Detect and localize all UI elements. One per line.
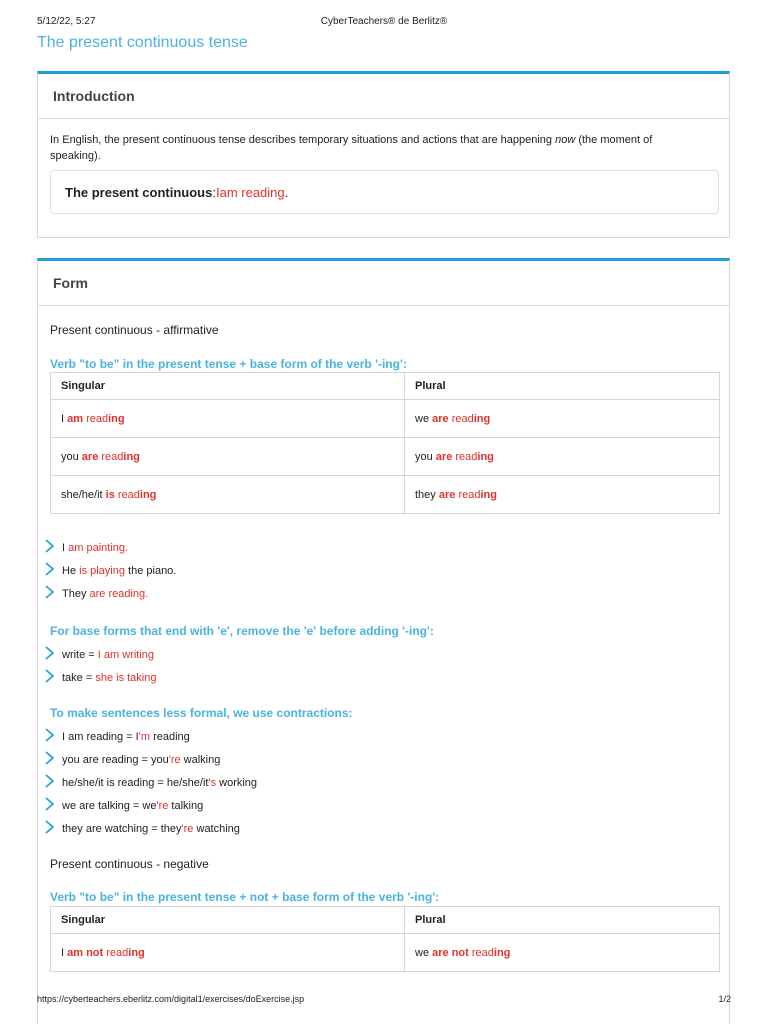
- chevron-right-icon: [44, 797, 56, 811]
- plural-cell: we are not reading: [405, 934, 720, 972]
- list-item: take = she is taking: [44, 671, 156, 694]
- table-row: [51, 934, 720, 972]
- plural-header: Plural: [405, 907, 720, 934]
- list-item: They are reading.: [44, 587, 176, 610]
- contraction-rule: To make sentences less formal, we use contractions:: [50, 706, 353, 720]
- list-item: I am painting.: [44, 541, 176, 564]
- chevron-right-icon: [44, 669, 56, 683]
- plural-cell: they are reading: [405, 476, 720, 514]
- contraction-list: [44, 730, 257, 845]
- list-item: you are reading = you're walking: [44, 753, 257, 776]
- form-heading: Form: [38, 261, 729, 306]
- affirmative-title: Present continuous - affirmative: [50, 323, 219, 337]
- example-label: The present continuous: [65, 184, 213, 200]
- introduction-heading: Introduction: [38, 74, 729, 119]
- form-panel: [37, 258, 730, 1024]
- example-phrase: am reading: [219, 184, 285, 200]
- list-item: He is playing the piano.: [44, 564, 176, 587]
- negative-rule: Verb "to be" in the present tense + not + base form of the verb '-ing':: [50, 890, 440, 904]
- table-row: [51, 400, 720, 438]
- singular-cell: I am not reading: [51, 934, 405, 972]
- list-item: I am reading = I'm reading: [44, 730, 257, 753]
- example-list: [44, 541, 176, 610]
- introduction-panel: [37, 71, 730, 238]
- list-item: they are watching = they're watching: [44, 822, 257, 845]
- page-title: The present continuous tense: [37, 34, 248, 51]
- list-item: we are talking = we're talking: [44, 799, 257, 822]
- print-url: https://cyberteachers.eberlitz.com/digital1/exercises/doExercise.jsp: [37, 994, 305, 1004]
- chevron-right-icon: [44, 820, 56, 834]
- singular-header: Singular: [51, 907, 405, 934]
- e-rule: For base forms that end with 'e', remove the 'e' before adding '-ing':: [50, 624, 434, 638]
- plural-header: Plural: [405, 373, 720, 400]
- affirmative-table: [50, 372, 720, 514]
- page-number: 1/2: [718, 994, 731, 1004]
- negative-title: Present continuous - negative: [50, 857, 209, 871]
- plural-cell: you are reading: [405, 438, 720, 476]
- table-header-row: [51, 373, 720, 400]
- plural-cell: we are reading: [405, 400, 720, 438]
- singular-cell: she/he/it is reading: [51, 476, 405, 514]
- chevron-right-icon: [44, 774, 56, 788]
- affirmative-rule: Verb "to be" in the present tense + base form of the verb '-ing':: [50, 357, 407, 371]
- chevron-right-icon: [44, 539, 56, 553]
- example-box: The present continuous : I am reading .: [50, 170, 719, 214]
- singular-header: Singular: [51, 373, 405, 400]
- chevron-right-icon: [44, 728, 56, 742]
- chevron-right-icon: [44, 751, 56, 765]
- e-example-list: [44, 648, 156, 694]
- singular-cell: I am reading: [51, 400, 405, 438]
- table-row: [51, 438, 720, 476]
- chevron-right-icon: [44, 585, 56, 599]
- singular-cell: you are reading: [51, 438, 405, 476]
- chevron-right-icon: [44, 562, 56, 576]
- table-row: [51, 476, 720, 514]
- negative-table: [50, 906, 720, 972]
- chevron-right-icon: [44, 646, 56, 660]
- table-header-row: [51, 907, 720, 934]
- print-site-name: CyberTeachers® de Berlitz®: [320, 16, 448, 27]
- list-item: write = I am writing: [44, 648, 156, 671]
- print-date: 5/12/22, 5:27: [37, 16, 96, 27]
- introduction-text: In English, the present continuous tense describes temporary situations and actions that are happening now (the moment of speaking).: [50, 134, 653, 162]
- list-item: he/she/it is reading = he/she/it's working: [44, 776, 257, 799]
